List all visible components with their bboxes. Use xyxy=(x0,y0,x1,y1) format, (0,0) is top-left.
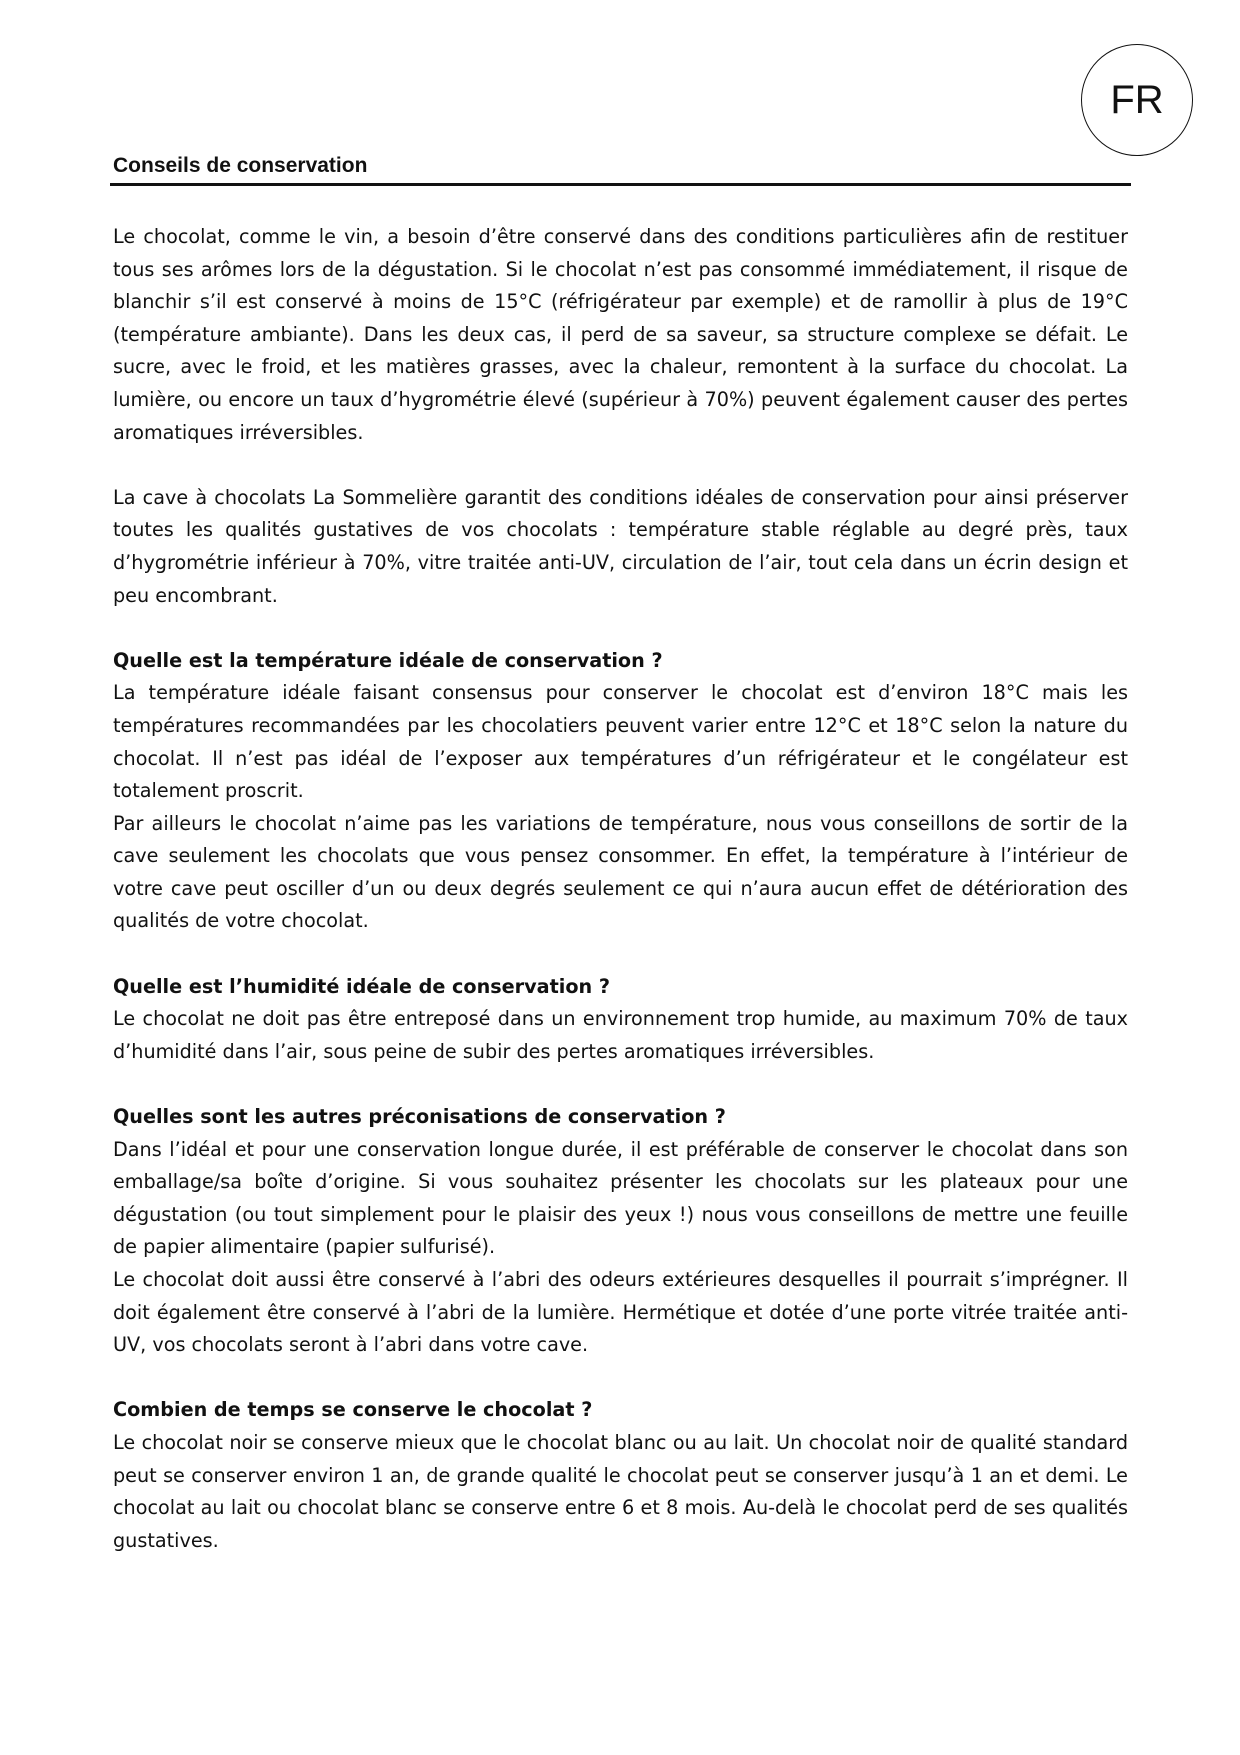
spacer xyxy=(113,612,1128,645)
spacer xyxy=(113,938,1128,971)
section-heading-temperature: Quelle est la température idéale de conservation ? xyxy=(113,648,663,672)
section-paragraph: Par ailleurs le chocolat n’aime pas les variations de température, nous vous conseillons de sortir de la cave seulement les chocolats que vous pensez consommer. En effet, la température à l’intérieur de votre cave peut osciller d’un ou deux degrés seulement ce qui n’aura aucun effet de détérioration des qualités de votre chocolat. xyxy=(113,811,1128,933)
page-title: Conseils de conservation xyxy=(113,154,368,177)
section-paragraph: La température idéale faisant consensus pour conserver le chocolat est d’environ 18°C mais les températures recommandées par les chocolatiers peuvent varier entre 12°C et 18°C selon la nature du chocolat. Il n’est pas idéal de l’exposer aux températures d’un réfrigérateur et le congélateur est totalement proscrit. xyxy=(113,681,1128,803)
section-paragraph: Le chocolat noir se conserve mieux que le chocolat blanc ou au lait. Un chocolat noir de qualité standard peut se conserver environ 1 an, de grande qualité le chocolat peut se conserver jusqu’à 1 an et demi. Le chocolat au lait ou chocolat blanc se conserve entre 6 et 8 mois. Au-delà le chocolat perd de ses qualités gustatives. xyxy=(113,1430,1128,1552)
section-heading-humidity: Quelle est l’humidité idéale de conservation ? xyxy=(113,974,610,998)
section-heading-shelf-life: Combien de temps se conserve le chocolat ? xyxy=(113,1398,593,1422)
language-badge: FR xyxy=(1081,44,1193,156)
section-paragraph: Le chocolat ne doit pas être entreposé dans un environnement trop humide, au maximum 70% de taux d’humidité dans l’air, sous peine de subir des pertes aromatiques irréversibles. xyxy=(113,1007,1128,1063)
spacer xyxy=(113,1068,1128,1101)
intro-paragraph: Le chocolat, comme le vin, a besoin d’être conservé dans des conditions particulières afin de restituer tous ses arômes lors de la dégustation. Si le chocolat n’est pas consommé immédiatement, il risque de blanchir s’il est conservé à moins de 15°C (réfrigérateur par exemple) et de ramollir à plus de 19°C (température ambiante). Dans les deux cas, il perd de sa saveur, sa structure complexe se défait. Le sucre, avec le froid, et les matières grasses, avec la chaleur, remontent à la surface du chocolat. La lumière, ou encore un taux d’hygrométrie élevé (supérieur à 70%) peuvent également causer des pertes aromatiques irréversibles. xyxy=(113,225,1128,444)
spacer xyxy=(113,449,1128,482)
title-underline xyxy=(110,183,1131,186)
document-body xyxy=(113,221,1128,1557)
spacer xyxy=(113,1362,1128,1395)
intro-paragraph: La cave à chocolats La Sommelière garantit des conditions idéales de conservation pour ainsi préserver toutes les qualités gustatives de vos chocolats : température stable réglable au degré près, taux d’hygrométrie inférieur à 70%, vitre traitée anti-UV, circulation de l’air, tout cela dans un écrin design et peu encombrant. xyxy=(113,485,1128,607)
section-paragraph: Dans l’idéal et pour une conservation longue durée, il est préférable de conserver le chocolat dans son emballage/sa boîte d’origine. Si vous souhaitez présenter les chocolats sur les plateaux pour une dégustation (ou tout simplement pour le plaisir des yeux !) nous vous conseillons de mettre une feuille de papier alimentaire (papier sulfurisé). xyxy=(113,1137,1128,1259)
section-heading-recommendations: Quelles sont les autres préconisations de conservation ? xyxy=(113,1105,726,1129)
section-paragraph: Le chocolat doit aussi être conservé à l’abri des odeurs extérieures desquelles il pourrait s’imprégner. Il doit également être conservé à l’abri de la lumière. Hermétique et dotée d’une porte vitrée traitée anti-UV, vos chocolats seront à l’abri dans votre cave. xyxy=(113,1268,1128,1357)
